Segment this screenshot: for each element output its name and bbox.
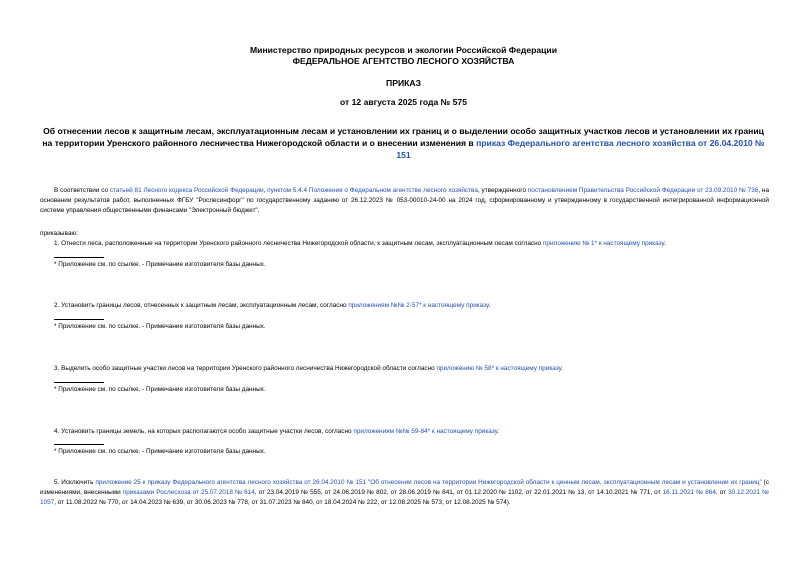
link-forest-code[interactable]: статьей 81 Лесного кодекса Российской Федерации [109,187,264,194]
link-agency-regulation[interactable]: пунктом 5.4.4 Положения о Федеральном агентстве лесного хозяйства [267,187,478,194]
footnote-divider [54,319,104,320]
link-appendix-59-84[interactable]: приложениям №№ 59-84* к настоящему приказу [353,428,498,435]
link-appendix-2-57[interactable]: приложениям №№ 2-57* к настоящему приказу [348,302,489,309]
prikazyvayu: приказываю: [40,230,78,237]
ministry-name: Министерство природных ресурсов и экологии Российской Федерации [250,45,557,55]
preamble [40,186,769,217]
item-text: 4. Установить границы земель, на которых располагаются особо защитные участки лесов, согласно [54,428,354,435]
item-text: 1. Отнести леса, расположенные на территории Уренского районного лесничества Нижегородской области, к защитным лесам, эксплуатационным лесам согласно [54,240,543,247]
order-item-5 [40,478,769,509]
item-end: . [488,302,491,309]
item-text: (с изменениями, внесенными [40,479,769,497]
preamble-text: , [263,187,268,194]
preamble-text: , утвержденного [477,187,528,194]
order-item-3 [54,364,769,374]
preamble-text: В соответствии со [54,187,110,194]
footnote: * Приложение см. по ссылке. - Примечание изготовителя базы данных. [54,386,266,393]
link-order-1057[interactable]: 30.12.2021 № 1057 [40,489,769,507]
link-appendix-25-order-151[interactable]: приложение 25 к приказу Федерального агентства лесного хозяйства от 26.04.2010 № 151 "Об отнесении лесов на территории Нижегородской области к ценным лесам, эксплуатационным лесам и установлении их границ" [95,479,762,486]
document-title [40,125,767,161]
agency-name: ФЕДЕРАЛЬНОЕ АГЕНТСТВО ЛЕСНОГО ХОЗЯЙСТВА [292,56,515,66]
footnote-divider [54,257,104,258]
item-text: , от 23.04.2019 № 555, от 24.06.2019 № 802, от 28.06.2019 № 841, от 01.12.2020 № 1102, от 22.01.2021 № 13, от 14.10.2021 № 771, от [254,489,663,497]
footnote: * Приложение см. по ссылке. - Примечание изготовителя базы данных. [54,261,266,268]
item-end: . [497,428,499,435]
link-order-864[interactable]: 16.11.2021 № 864 [662,489,716,497]
item-text: , от [715,489,729,497]
document-date-number: от 12 августа 2025 года № 575 [340,97,467,107]
item-text: 5. Исключить [54,479,96,486]
link-order-614[interactable]: приказами Рослесхоза от 25.07.2018 № 614 [122,489,255,497]
link-appendix-58[interactable]: приложению № 58* к настоящему приказу [436,365,562,372]
title-link[interactable]: приказ Федерального агентства лесного хозяйства от 26.04.2010 № 151 [396,138,765,160]
footnote-divider [54,382,104,383]
preamble-text: , на основании результатов работ, выполненных ФГБУ "Рослесинфорг" по государственному заданию от 26.12.2023 № 053-00010-24-00 на 2024 год, сформированному и утвержденному в государственной интегрированной информационной системе управления общественными финансами "Электронный бюджет", [40,187,770,215]
document-type: ПРИКАЗ [386,78,421,88]
link-government-decree[interactable]: постановлением Правительства Российской Федерации от 23.09.2010 № 736 [527,187,759,194]
item-text: , от 11.08.2022 № 770, от 14.04.2023 № 639, от 30.06.2023 № 778, от 31.07.2023 № 840, от 18.04.2024 № 222, от 12.08.2025 № 573, от 12.08.2025 № 574). [54,499,511,507]
footnote: * Приложение см. по ссылке. - Примечание изготовителя базы данных. [54,323,266,330]
order-item-2 [54,301,769,311]
item-text: 2. Установить границы лесов, отнесенных к защитным лесам, эксплуатационным лесам, согласно [54,302,349,309]
order-item-4 [54,427,769,437]
footnote-divider [54,444,104,445]
item-text: 3. Выделить особо защитные участки лесов на территории Уренского районного лесничества Нижегородской области согласно [54,365,437,372]
item-end: . [664,240,666,247]
item-end: . [561,365,563,372]
footnote: * Приложение см. по ссылке. - Примечание изготовителя базы данных. [54,448,266,455]
order-item-1 [54,239,769,249]
link-appendix-1[interactable]: приложению № 1* к настоящему приказу [542,240,665,247]
title-text: Об отнесении лесов к защитным лесам, эксплуатационным лесам и установлении их границ и о выделении особо защитных участков лесов и установлении их границ на территории Уренского районного лесничества Нижегородской области и о внесении изменения в [42,126,764,148]
